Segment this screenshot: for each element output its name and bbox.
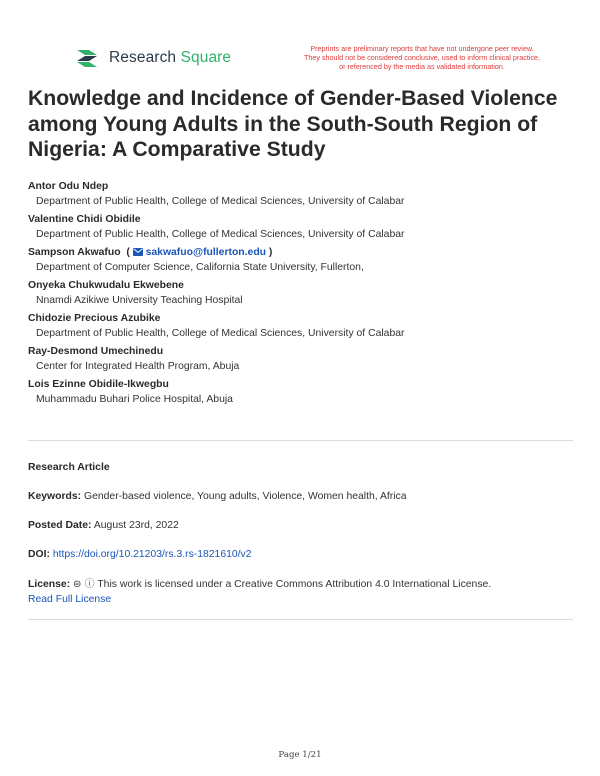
license-text: This work is licensed under a Creative Commons Attribution 4.0 International License. (97, 579, 492, 590)
author-name: Chidozie Precious Azubike (28, 313, 161, 324)
license-label: License: (28, 579, 71, 590)
author-name: Onyeka Chukwudalu Ekwebene (28, 280, 184, 291)
disclaimer-line: Preprints are preliminary reports that have not undergone peer review. (310, 44, 534, 53)
research-square-logo[interactable] (75, 47, 231, 69)
author-name: Valentine Chidi Obidile (28, 214, 141, 225)
divider (28, 619, 573, 620)
article-type: Research Article (28, 462, 110, 473)
posted-date-row (28, 518, 573, 533)
author-affiliation: Department of Public Health, College of Medical Sciences, University of Calabar (36, 229, 405, 240)
envelope-icon (133, 248, 143, 256)
paper-title: Knowledge and Incidence of Gender-Based Violence among Young Adults in the South-South Region of Nigeria: A Comparative Study (28, 87, 558, 161)
author-name-with-email (28, 246, 573, 260)
author-affiliation: Department of Computer Science, California State University, Fullerton, (36, 262, 364, 273)
author-name: Ray-Desmond Umechinedu (28, 346, 164, 357)
author-email: sakwafuo@fullerton.edu (145, 247, 267, 258)
author-affiliation: Department of Public Health, College of Medical Sciences, University of Calabar (36, 328, 405, 339)
doi-row (28, 547, 573, 562)
author-email-link[interactable] (133, 247, 269, 258)
logo-wordmark: Research Square (109, 49, 232, 66)
divider (28, 440, 573, 441)
author-entry (28, 345, 573, 374)
preprint-disclaimer (272, 44, 572, 71)
author-affiliation: Department of Public Health, College of Medical Sciences, University of Calabar (36, 196, 405, 207)
doi-link[interactable]: https://doi.org/10.21203/rs.3.rs-1821610/v2 (52, 549, 252, 560)
page-number: Page 1/21 (278, 750, 322, 760)
keywords-label: Keywords: (28, 491, 82, 502)
disclaimer-line: They should not be considered conclusive, used to inform clinical practice, (303, 53, 541, 62)
posted-date-label: Posted Date: (28, 520, 92, 531)
author-list (28, 180, 573, 411)
author-entry (28, 312, 573, 341)
author-entry (28, 279, 573, 308)
author-entry (28, 213, 573, 242)
doi-label: DOI: (28, 549, 50, 560)
author-name: Sampson Akwafuo (28, 247, 121, 258)
posted-date-value: August 23rd, 2022 (93, 520, 179, 531)
keywords-value: Gender-based violence, Young adults, Violence, Women health, Africa (84, 491, 407, 502)
license-row (28, 577, 573, 607)
email-open-paren: ( (123, 247, 130, 258)
author-name: Lois Ezinne Obidile-Ikwegbu (28, 379, 169, 390)
email-close-paren: ) (268, 247, 273, 258)
author-entry (28, 378, 573, 407)
author-affiliation: Nnamdi Azikiwe University Teaching Hospital (36, 295, 243, 306)
author-affiliation: Center for Integrated Health Program, Abuja (36, 361, 240, 372)
creative-commons-icon: ⊜ ⓘ (73, 579, 95, 590)
author-name: Antor Odu Ndep (28, 181, 109, 192)
disclaimer-line: or referenced by the media as validated information. (339, 62, 505, 71)
author-entry (28, 246, 573, 275)
author-affiliation: Muhammadu Buhari Police Hospital, Abuja (36, 394, 233, 405)
keywords-row (28, 489, 573, 504)
author-entry (28, 180, 573, 209)
research-square-logo-icon (75, 47, 103, 69)
read-full-license-link[interactable]: Read Full License (28, 594, 112, 605)
